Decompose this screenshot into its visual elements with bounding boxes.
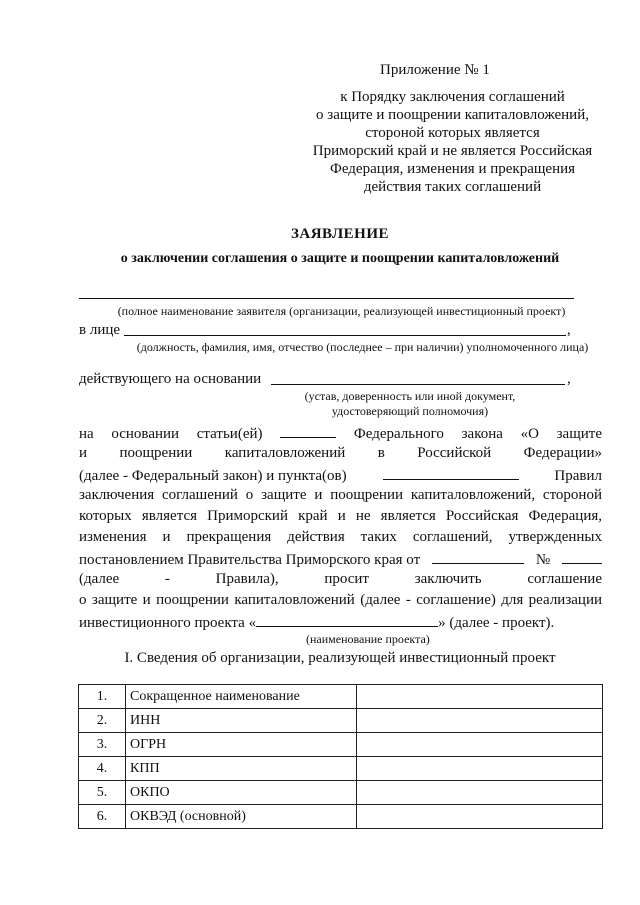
project-caption: (наименование проекта) [306,632,430,646]
annex-reference [300,88,605,196]
applicant-name-caption: (полное наименование заявителя (организации, реализующей инвестиционный проект) [117,304,566,318]
document-title: ЗАЯВЛЕНИЕ [290,226,390,242]
body-word: соглашение [527,571,602,587]
basis-caption [260,389,560,419]
decree-date-blank[interactable] [432,549,524,564]
table-row [79,757,603,781]
body-word: и [79,445,88,461]
body-word: закона [461,426,503,442]
row-number: 4. [79,757,126,781]
row-field-value[interactable] [357,781,603,805]
body-word: статьи(ей) [196,426,263,442]
project-prefix: инвестиционного проекта « [79,615,257,631]
organization-info-table [78,684,603,829]
body-line [79,549,602,569]
body-word: защите [556,426,602,442]
table-row [79,781,603,805]
body-word: Федерации» [523,445,602,461]
row-number: 2. [79,709,126,733]
body-word: Федерального [353,426,444,442]
body-line [79,465,602,485]
body-word: Правил [554,468,602,484]
annex-line: стороной которых является [365,125,540,141]
document-subtitle: о заключении соглашения о защите и поощрении капиталовложений [120,251,560,266]
row-field-value[interactable] [357,685,603,709]
row-field-name: ИНН [126,709,357,733]
body-line: изменения и прекращения действия таких соглашений, утвержденных [79,529,602,545]
body-word: основании [111,426,180,442]
annex-line: о защите и поощрении капиталовложений, [316,107,589,123]
annex-line: к Порядку заключения соглашений [340,89,565,105]
article-number-blank[interactable] [280,423,336,438]
table-row [79,709,603,733]
row-field-name: Сокращенное наименование [126,685,357,709]
clause-number-blank[interactable] [383,465,519,480]
row-field-value[interactable] [357,805,603,829]
basis-blank[interactable] [271,384,565,385]
body-word: поощрении [119,445,193,461]
comma: , [567,322,571,338]
table-row [79,733,603,757]
body-word: «О [520,426,539,442]
annex-line: Приморский край и не является Российская [312,143,593,159]
annex-line: действия таких соглашений [363,179,542,195]
annex-title: Приложение № 1 [380,62,490,78]
project-name-blank[interactable] [256,612,438,627]
body-word: заключить [414,571,482,587]
body-line [79,570,602,588]
body-line: которых является Приморский край и не является Российская Федерация, [79,508,602,524]
basis-label: действующего на основании [79,371,262,387]
body-word: просит [324,571,369,587]
body-word: Российской [417,445,492,461]
row-number: 6. [79,805,126,829]
row-field-name: ОГРН [126,733,357,757]
basis-caption-line: (устав, доверенность или иной документ, [304,389,516,403]
row-field-name: ОКПО [126,781,357,805]
row-field-value[interactable] [357,757,603,781]
body-word: № [535,552,551,568]
body-word: постановлением Правительства Приморского края от [79,552,421,568]
annex-line: Федерация, изменения и прекращения [329,161,576,177]
table-row [79,685,603,709]
applicant-name-blank[interactable] [79,298,574,299]
row-number: 5. [79,781,126,805]
in-person-label: в лице [79,322,121,338]
row-field-value[interactable] [357,733,603,757]
row-number: 3. [79,733,126,757]
body-line: о защите и поощрении капиталовложений (далее - соглашение) для реализации [79,592,602,608]
table-row [79,805,603,829]
body-word: - [164,571,170,587]
project-suffix: » (далее - проект). [438,615,555,631]
row-number: 1. [79,685,126,709]
body-word: на [79,426,94,442]
section-title: I. Сведения об организации, реализующей инвестиционный проект [124,650,556,666]
body-line: заключения соглашений о защите и поощрении капиталовложений, стороной [79,487,602,503]
basis-caption-line: удостоверяющий полномочия) [331,404,489,418]
comma: , [567,371,571,387]
body-word: Правила), [215,571,279,587]
representative-blank[interactable] [124,335,566,336]
row-field-value[interactable] [357,709,603,733]
body-word: капиталовложений [224,445,346,461]
project-line [79,612,554,632]
body-word: в [377,445,385,461]
body-word: (далее [79,571,120,587]
body-word: (далее - Федеральный закон) и пункта(ов) [79,468,347,484]
row-field-name: ОКВЭД (основной) [126,805,357,829]
decree-number-blank[interactable] [562,549,602,564]
representative-caption: (должность, фамилия, имя, отчество (последнее – при наличии) уполномоченного лица) [136,340,589,354]
body-line [79,444,602,462]
body-line [79,423,602,443]
row-field-name: КПП [126,757,357,781]
